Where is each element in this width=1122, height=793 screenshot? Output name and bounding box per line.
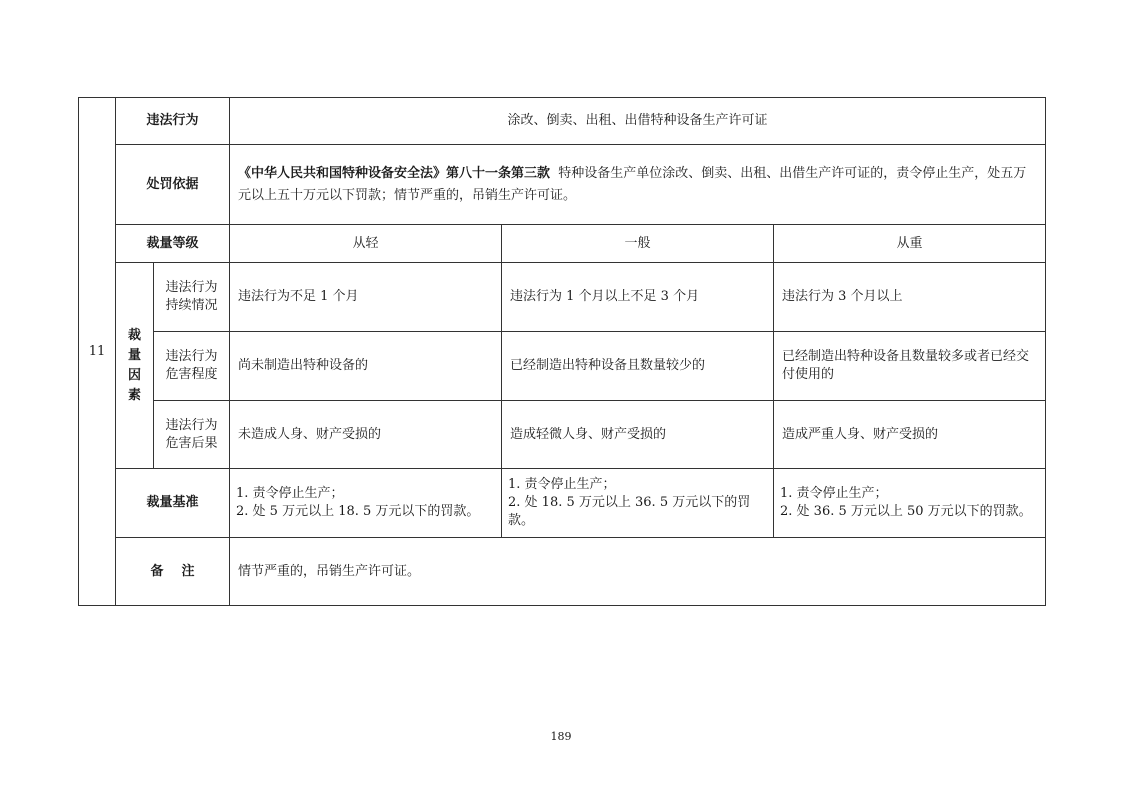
level-heavy-cell (773, 224, 1046, 263)
factor-light-cell (229, 400, 502, 469)
factors-label-char: 裁 (127, 327, 141, 343)
remark-label: 备 注 (150, 563, 195, 579)
row-number-cell (78, 97, 116, 606)
remark-value-cell (229, 537, 1046, 606)
factor-normal-cell (501, 262, 774, 332)
factor-label-cell (153, 400, 230, 469)
violation-value: 涂改、倒卖、出租、出借特种设备生产许可证 (507, 113, 768, 128)
levels-label: 裁量等级 (146, 235, 199, 251)
page-number: 189 (550, 730, 572, 743)
factors-label-char: 量 (127, 347, 141, 363)
factor-light: 违法行为不足 1 个月 (238, 289, 359, 304)
basis-text: 特种设备生产单位涂改、倒卖、出租、出借生产许可证的，责令停止生产，处五万元以上五十万元以下罚款；情节严重的，吊销生产许可证。 (238, 165, 1027, 203)
standard-normal: 1. 责令停止生产； 2. 处 18. 5 万元以上 36. 5 万元以下的罚款。 (508, 477, 751, 528)
factor-light: 未造成人身、财产受损的 (238, 426, 382, 442)
factor-normal: 违法行为 1 个月以上不足 3 个月 (510, 289, 700, 304)
violation-label: 违法行为 (146, 113, 199, 128)
level-light: 从轻 (352, 235, 379, 251)
factor-label: 违法行为危害后果 (165, 417, 218, 451)
factors-label-char: 因 (127, 367, 141, 383)
factor-light: 尚未制造出特种设备的 (238, 358, 369, 373)
factors-label-cell (115, 262, 154, 469)
standard-normal-cell (501, 468, 774, 538)
factor-heavy: 造成严重人身、财产受损的 (782, 426, 939, 442)
factor-heavy-cell (773, 400, 1046, 469)
violation-label-cell (115, 97, 230, 145)
level-heavy: 从重 (896, 235, 923, 251)
standard-light: 1. 责令停止生产； 2. 处 5 万元以上 18. 5 万元以下的罚款。 (236, 486, 480, 519)
basis-law: 《中华人民共和国特种设备安全法》第八十一条第三款 (238, 165, 551, 181)
level-light-cell (229, 224, 502, 263)
level-normal-cell (501, 224, 774, 263)
factor-heavy: 已经制造出特种设备且数量较多或者已经交付使用的 (782, 349, 1030, 382)
factor-light-cell (229, 331, 502, 401)
factor-label-cell (153, 262, 230, 332)
standard-label: 裁量基准 (146, 495, 199, 510)
factors-label-char: 素 (127, 387, 141, 403)
levels-label-cell (115, 224, 230, 263)
standard-heavy-cell (773, 468, 1046, 538)
remark-value: 情节严重的，吊销生产许可证。 (238, 563, 421, 579)
factor-normal-cell (501, 331, 774, 401)
standard-light-cell (229, 468, 502, 538)
standard-label-cell (115, 468, 230, 538)
standard-heavy: 1. 责令停止生产； 2. 处 36. 5 万元以上 50 万元以下的罚款。 (780, 486, 1032, 519)
factor-normal: 已经制造出特种设备且数量较少的 (510, 358, 706, 373)
remark-label-cell (115, 537, 230, 606)
factor-label-cell (153, 331, 230, 401)
violation-value-cell (229, 97, 1046, 145)
factor-label: 违法行为持续情况 (165, 280, 218, 313)
basis-text-block (238, 163, 1037, 207)
factor-heavy: 违法行为 3 个月以上 (782, 289, 903, 304)
basis-label: 处罚依据 (146, 176, 199, 192)
factor-normal-cell (501, 400, 774, 469)
factor-heavy-cell (773, 262, 1046, 332)
level-normal: 一般 (624, 235, 651, 251)
factor-light-cell (229, 262, 502, 332)
basis-label-cell (115, 144, 230, 225)
row-number: 11 (88, 343, 106, 359)
factor-heavy-cell (773, 331, 1046, 401)
factor-normal: 造成轻微人身、财产受损的 (510, 426, 667, 442)
factor-label: 违法行为危害程度 (165, 349, 218, 382)
basis-value-cell (229, 144, 1046, 225)
